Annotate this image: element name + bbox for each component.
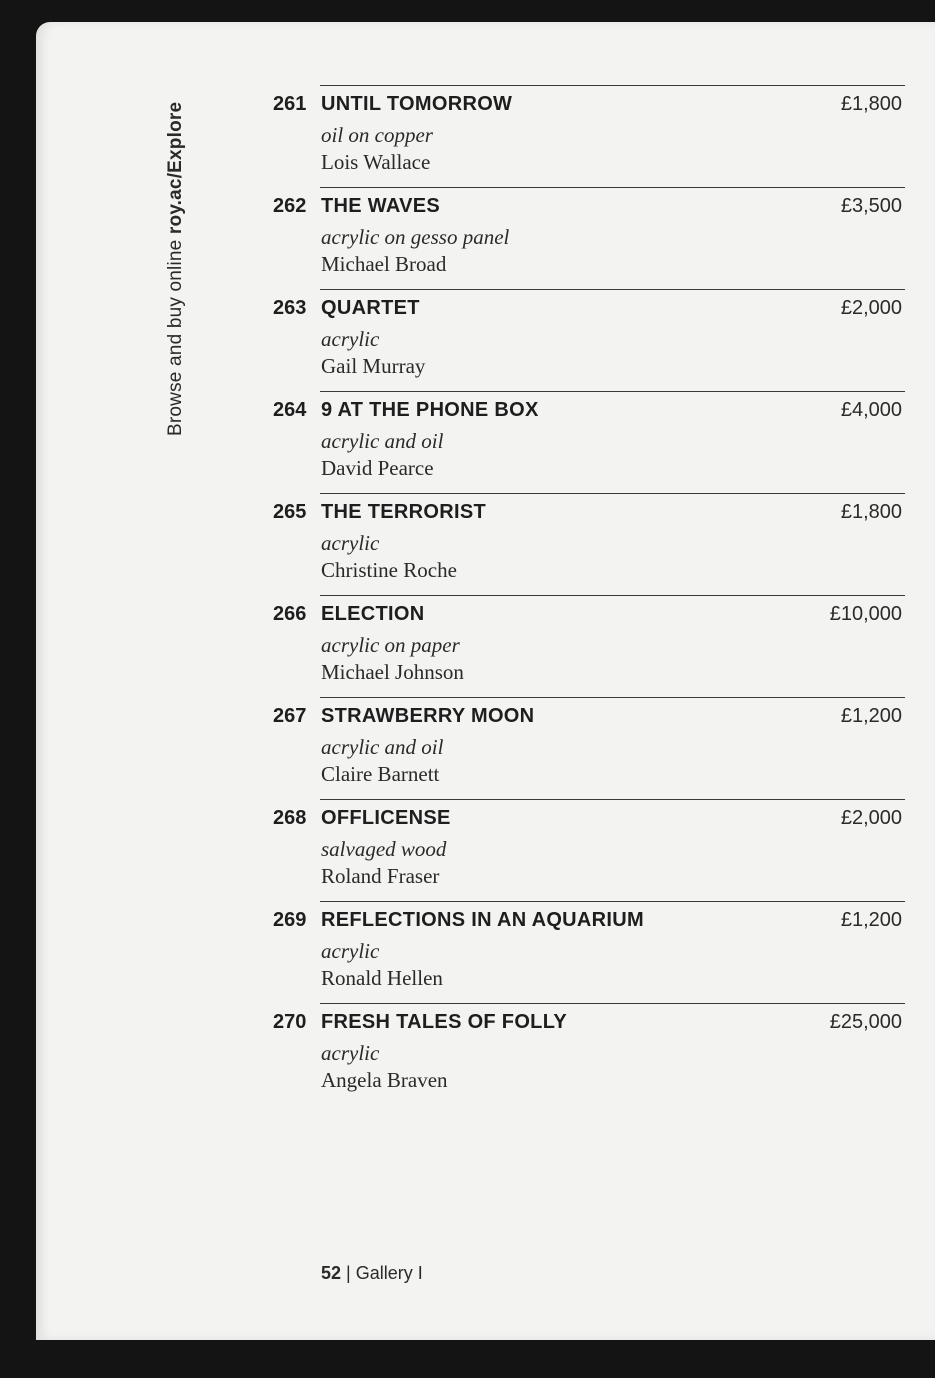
entry-price: £1,800 [840, 501, 902, 523]
divider [320, 799, 905, 800]
divider [320, 901, 905, 902]
entry-title: OFFLICENSE [321, 807, 451, 829]
entry-title: STRAWBERRY MOON [321, 705, 535, 727]
entry-medium: acrylic [321, 1041, 380, 1065]
entry-number: 264 [273, 399, 307, 421]
divider [320, 187, 905, 188]
entry-medium: acrylic and oil [321, 429, 444, 453]
entry-artist: Claire Barnett [321, 762, 440, 786]
entry-medium: acrylic [321, 327, 380, 351]
entry-artist: Christine Roche [321, 558, 457, 582]
entry-medium: acrylic [321, 531, 380, 555]
entry-medium: acrylic on gesso panel [321, 225, 510, 249]
entry-artist: Roland Fraser [321, 864, 440, 888]
section-name: | Gallery I [341, 1263, 423, 1283]
catalogue-entry [273, 901, 905, 1003]
divider [320, 289, 905, 290]
entry-medium: acrylic and oil [321, 735, 444, 759]
divider [320, 697, 905, 698]
entry-medium: oil on copper [321, 123, 433, 147]
entry-artist: Ronald Hellen [321, 966, 443, 990]
entry-price: £2,000 [840, 297, 902, 319]
entry-medium: acrylic [321, 939, 380, 963]
entry-title: UNTIL TOMORROW [321, 93, 513, 115]
entry-artist: Angela Braven [321, 1068, 448, 1092]
entry-medium: salvaged wood [321, 837, 447, 861]
catalogue-entry [273, 493, 905, 595]
entry-artist: Michael Broad [321, 252, 447, 276]
entry-price: £25,000 [829, 1011, 902, 1033]
divider [320, 85, 905, 86]
entry-number: 266 [273, 603, 307, 625]
entry-title: THE WAVES [321, 195, 441, 217]
catalogue-entry [273, 85, 905, 187]
page-footer [321, 1263, 423, 1284]
entry-title: ELECTION [321, 603, 425, 625]
entry-title: FRESH TALES OF FOLLY [321, 1011, 568, 1033]
entry-title: 9 AT THE PHONE BOX [321, 399, 539, 421]
entry-number: 263 [273, 297, 307, 319]
entry-number: 267 [273, 705, 307, 727]
divider [320, 493, 905, 494]
entry-number: 269 [273, 909, 307, 931]
entry-artist: David Pearce [321, 456, 434, 480]
divider [320, 391, 905, 392]
divider [320, 595, 905, 596]
entry-price: £2,000 [840, 807, 902, 829]
entry-number: 262 [273, 195, 307, 217]
entry-price: £1,200 [840, 705, 902, 727]
entry-price: £1,800 [840, 93, 902, 115]
catalogue-entry [273, 1003, 905, 1105]
entry-number: 265 [273, 501, 307, 523]
entry-title: REFLECTIONS IN AN AQUARIUM [321, 909, 644, 931]
entry-price: £3,500 [840, 195, 902, 217]
entry-medium: acrylic on paper [321, 633, 460, 657]
entry-number: 270 [273, 1011, 307, 1033]
browse-online-prefix: Browse and buy online [165, 234, 186, 436]
catalogue-entry [273, 391, 905, 493]
entry-price: £1,200 [840, 909, 902, 931]
catalogue-entry [273, 799, 905, 901]
entry-number: 261 [273, 93, 307, 115]
divider [320, 1003, 905, 1004]
entry-price: £4,000 [840, 399, 902, 421]
catalogue-entry [273, 595, 905, 697]
catalogue-entry [273, 187, 905, 289]
entry-title: THE TERRORIST [321, 501, 487, 523]
browse-online-text [165, 102, 187, 436]
catalogue-entry [273, 697, 905, 799]
entry-number: 268 [273, 807, 307, 829]
entry-artist: Michael Johnson [321, 660, 464, 684]
explore-link[interactable]: roy.ac/Explore [165, 101, 186, 235]
entry-artist: Gail Murray [321, 354, 426, 378]
entry-price: £10,000 [829, 603, 902, 625]
catalogue-entry [273, 289, 905, 391]
entry-title: QUARTET [321, 297, 420, 319]
entry-artist: Lois Wallace [321, 150, 431, 174]
page-number: 52 [321, 1263, 342, 1283]
